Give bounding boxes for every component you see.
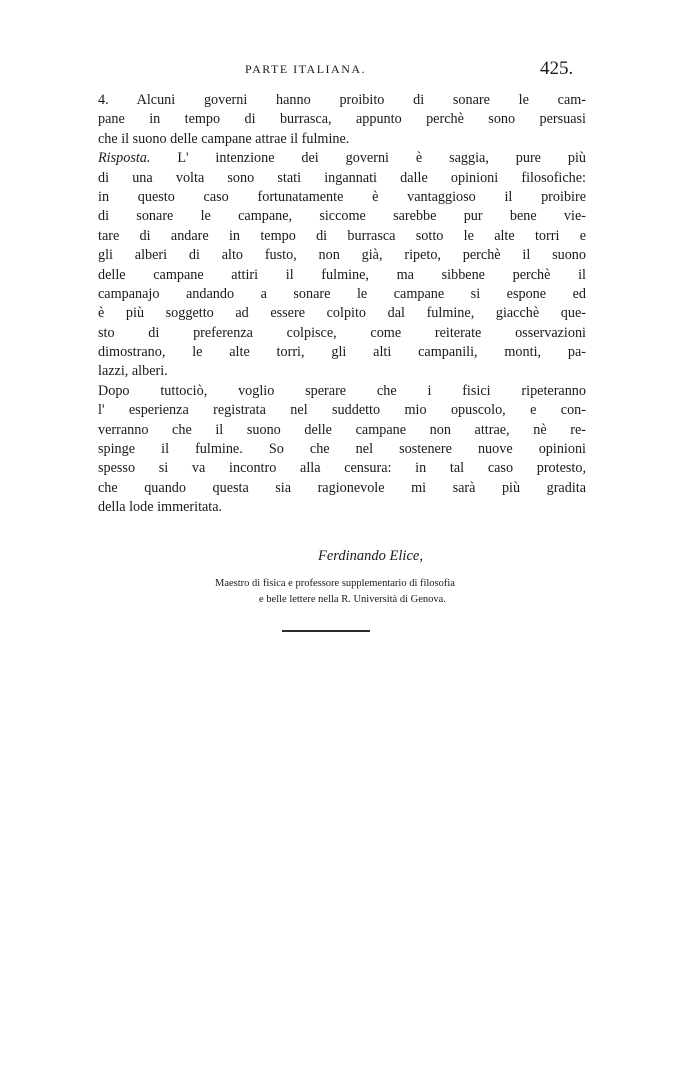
text-line: spesso si va incontro alla censura: in tal caso protesto, [98,460,586,477]
text-line: che il suono delle campane attrae il fulmine. [98,130,350,147]
running-title: PARTE ITALIANA. [245,62,367,76]
text-line: della lode immeritata. [98,499,223,516]
text-line: verranno che il suono delle campane non attrae, nè re- [98,421,586,438]
signature-affiliation [215,576,605,608]
text-line: dimostrano, le alte torri, gli alti campanili, monti, pa- [98,344,586,361]
text-line: di una volta sono stati ingannati dalle opinioni filosofiche: [98,169,586,186]
text-line: campanajo andando a sonare le campane si espone ed [98,285,586,302]
text-line: pane in tempo di burrasca, appunto perchè sono persuasi [98,111,586,128]
text-line: è più soggetto ad essere colpito dal fulmine, giacchè que- [98,305,586,322]
text-line: l' esperienza registrata nel suddetto mio opuscolo, e con- [98,402,586,419]
text-line: di sonare le campane, siccome sarebbe pur bene vie- [98,208,586,225]
text-line: in questo caso fortunatamente è vantaggioso il proibire [98,188,586,205]
text-line: tare di andare in tempo di burrasca sotto le alte torri e [98,227,586,244]
closing-rule [282,630,370,632]
text-line: sto di preferenza colpisce, come reiterate osservazioni [98,324,586,341]
text-line: delle campane attiri il fulmine, ma sibbene perchè il [98,266,586,283]
text-line: lazzi, alberi. [98,363,168,380]
affiliation-line: Maestro di fisica e professore supplementario di filosofia [215,578,455,589]
text-line: spinge il fulmine. So che nel sostenere nuove opinioni [98,441,586,458]
text-line: 4. Alcuni governi hanno proibito di sonare le cam- [98,92,586,108]
text-line: che quando questa sia ragionevole mi sarà più gradita [98,479,586,496]
text-line: gli alberi di alto fusto, non già, ripeto, perchè il suono [98,247,586,264]
text-line: Dopo tuttociò, voglio sperare che i fisici ripeteranno [98,382,586,399]
signature-name: Ferdinando Elice, [318,548,423,564]
affiliation-line: e belle lettere nella R. Università di Genova. [259,594,446,605]
body-text [98,91,586,518]
page-number: 425. [540,58,574,79]
text-line: Risposta. L' intenzione dei governi è saggia, pure più [98,150,586,167]
